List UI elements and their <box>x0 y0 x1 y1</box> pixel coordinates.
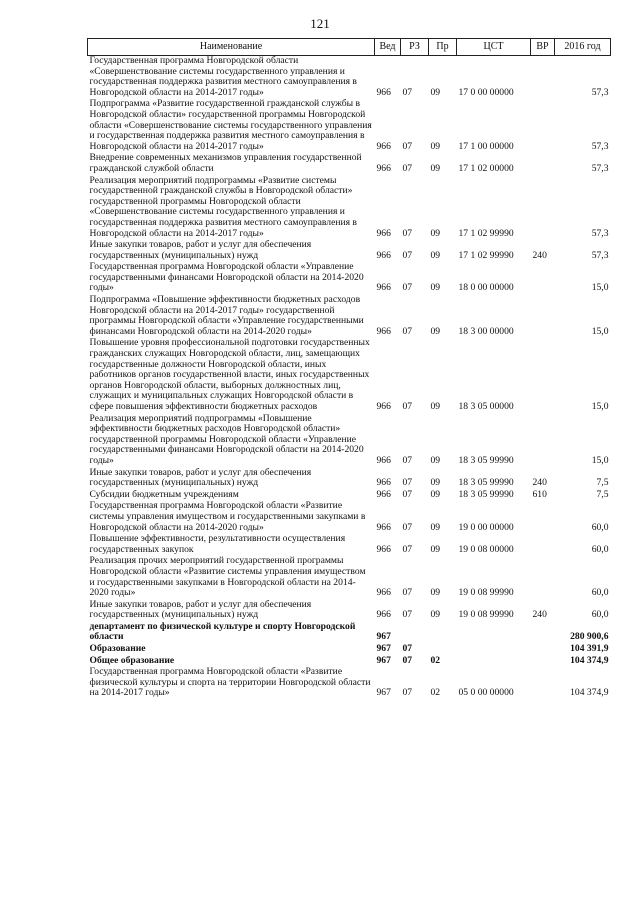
row-pr: 02 <box>430 687 441 699</box>
row-pr: 09 <box>430 162 441 174</box>
row-amount: 57,3 <box>591 162 609 174</box>
table-row <box>88 534 611 556</box>
row-amount: 104 374,9 <box>570 687 609 699</box>
row-name: Субсидии бюджетным учреждениям <box>89 488 239 500</box>
row-pr: 09 <box>430 282 441 294</box>
row-ved: 966 <box>376 609 391 621</box>
row-amount: 15,0 <box>591 454 609 466</box>
row-ved: 966 <box>376 282 391 294</box>
table-row <box>88 176 611 241</box>
table-row <box>88 556 611 599</box>
row-name: Государственная программа Новгородской области «Управление государственными финансами Новгородской области на 2014-2020 годы» <box>89 261 364 294</box>
row-rz: 07 <box>402 227 413 239</box>
row-name: Образование <box>89 643 146 655</box>
row-cst <box>457 656 531 668</box>
row-ved: 966 <box>376 162 391 174</box>
table-row <box>88 600 611 622</box>
row-pr: 09 <box>430 401 441 412</box>
row-amount: 104 391,9 <box>570 643 609 655</box>
table-body <box>88 56 611 701</box>
row-rz: 07 <box>402 609 413 621</box>
row-cst: 18 3 05 99990 <box>458 488 514 500</box>
table-row <box>88 501 611 534</box>
row-rz: 07 <box>402 454 413 466</box>
row-ved: 967 <box>376 687 391 699</box>
row-vr <box>531 622 555 644</box>
row-vr <box>531 534 555 556</box>
row-pr: 09 <box>430 488 441 500</box>
row-name: Внедрение современных механизмов управления государственной гражданской службой области <box>89 152 362 174</box>
row-rz: 07 <box>402 249 413 261</box>
row-ved: 966 <box>376 325 391 337</box>
row-vr: 240 <box>532 249 547 261</box>
row-rz: 07 <box>402 654 413 666</box>
row-name: Общее образование <box>89 654 175 666</box>
row-pr: 09 <box>430 477 441 489</box>
row-vr <box>531 656 555 668</box>
row-ved: 966 <box>376 477 391 489</box>
row-pr: 09 <box>430 227 441 239</box>
row-rz: 07 <box>402 543 413 555</box>
row-name: Государственная программа Новгородской области «Развитие системы управления имуществом и государственными закупками в Новгородской области на 2014-2020 годы» <box>89 500 366 533</box>
row-amount: 15,0 <box>591 325 609 337</box>
row-name: департамент по физической культуре и спорту Новгородской области <box>89 620 356 643</box>
row-pr <box>429 622 457 644</box>
row-pr: 09 <box>430 249 441 261</box>
table-row <box>88 622 611 644</box>
row-cst: 19 0 08 99990 <box>458 609 514 621</box>
row-vr <box>531 338 555 413</box>
row-amount: 15,0 <box>591 282 609 294</box>
row-pr: 09 <box>430 521 441 533</box>
row-amount: 60,0 <box>591 521 609 533</box>
row-cst: 18 3 05 99990 <box>458 477 514 489</box>
row-amount: 104 374,9 <box>570 654 609 666</box>
row-vr <box>531 501 555 534</box>
row-ved: 966 <box>376 488 391 500</box>
row-amount: 15,0 <box>591 401 609 412</box>
row-pr: 09 <box>430 140 441 152</box>
table-header-row <box>88 39 611 56</box>
table-row <box>88 414 611 468</box>
row-name: Иные закупки товаров, работ и услуг для обеспечения государственных (муниципальных) нужд <box>89 466 312 489</box>
row-cst: 05 0 00 00000 <box>458 687 514 699</box>
row-rz: 07 <box>402 488 413 500</box>
header-rz: РЗ <box>401 39 429 56</box>
row-cst: 18 3 05 00000 <box>458 401 514 412</box>
row-pr: 09 <box>430 609 441 621</box>
table-row <box>88 468 611 490</box>
row-ved: 966 <box>376 401 391 412</box>
header-ved: Вед <box>375 39 401 56</box>
row-name: Подпрограмма «Повышение эффективности бюджетных расходов Новгородской области на 2014-2017 годы» государственной программы Новгородской области «Управление государственными финансами Новгородской области на 2014-2020 годы» <box>89 294 364 337</box>
budget-table <box>87 38 611 700</box>
row-rz: 07 <box>402 687 413 699</box>
row-ved: 966 <box>376 140 391 152</box>
row-name: Реализация мероприятий подпрограммы «Повышение эффективности бюджетных расходов Новгородской области» государственной программы Новгородской области «Управление государственными финансами Новгородской области на 2014-2020 годы» <box>89 412 364 466</box>
row-rz: 07 <box>402 162 413 174</box>
row-pr <box>429 644 457 656</box>
row-rz: 07 <box>402 477 413 489</box>
row-name: Иные закупки товаров, работ и услуг для обеспечения государственных (муниципальных) нужд <box>89 239 312 261</box>
row-name: Повышение эффективности, результативности осуществления государственных закупок <box>89 533 346 555</box>
row-ved: 966 <box>376 249 391 261</box>
row-ved: 966 <box>376 543 391 555</box>
row-cst: 18 3 05 99990 <box>458 454 514 466</box>
row-pr: 09 <box>430 325 441 337</box>
row-cst: 17 1 02 00000 <box>458 162 514 174</box>
row-amount: 60,0 <box>591 587 609 599</box>
row-name: Иные закупки товаров, работ и услуг для обеспечения государственных (муниципальных) нужд <box>89 598 312 621</box>
row-ved: 966 <box>376 521 391 533</box>
table-row <box>88 56 611 100</box>
row-rz <box>401 622 429 644</box>
row-pr: 09 <box>430 587 441 599</box>
row-pr: 02 <box>430 654 441 666</box>
table-row <box>88 262 611 295</box>
row-cst: 17 1 02 99990 <box>458 249 514 261</box>
header-vr: ВР <box>531 39 555 56</box>
row-cst: 18 3 00 00000 <box>458 325 514 337</box>
row-ved: 966 <box>376 227 391 239</box>
row-rz: 07 <box>402 86 413 98</box>
row-vr <box>531 262 555 295</box>
row-cst <box>457 622 531 644</box>
header-cst: ЦСТ <box>457 39 531 56</box>
row-vr <box>531 176 555 241</box>
table-row <box>88 240 611 262</box>
table-row <box>88 153 611 175</box>
row-rz: 07 <box>402 325 413 337</box>
table-row <box>88 338 611 413</box>
row-cst: 18 0 00 00000 <box>458 282 514 294</box>
row-vr: 240 <box>532 609 547 621</box>
row-vr: 240 <box>532 477 547 489</box>
row-amount: 60,0 <box>591 609 609 621</box>
row-vr <box>531 295 555 338</box>
row-name: Подпрограмма «Развитие государственной гражданской службы в Новгородской области» государственной программы Новгородской области «Совершенствование системы государственного управления и государственная поддержка развития местного самоуправления в Новгородской области на 2014-2017 годы» <box>89 98 372 152</box>
row-amount: 280 900,6 <box>570 631 609 643</box>
row-vr <box>531 667 555 700</box>
row-cst: 19 0 00 00000 <box>458 521 514 533</box>
row-cst: 19 0 08 00000 <box>458 543 514 555</box>
row-rz: 07 <box>402 401 413 412</box>
row-name: Государственная программа Новгородской области «Совершенствование системы государственного управления и государственная поддержка развития местного самоуправления в Новгородской области на 2014-2017 годы» <box>89 55 357 98</box>
row-vr <box>531 56 555 100</box>
table-row <box>88 644 611 656</box>
row-vr: 610 <box>532 488 547 500</box>
table-row <box>88 667 611 700</box>
row-rz: 07 <box>402 587 413 599</box>
row-rz: 07 <box>402 140 413 152</box>
row-amount: 7,5 <box>596 477 609 489</box>
row-amount: 57,3 <box>591 249 609 261</box>
page-number: 121 <box>310 16 330 31</box>
header-amount: 2016 год <box>555 39 611 56</box>
row-name: Реализация мероприятий подпрограммы «Развитие системы государственной гражданской службы в Новгородской области» государственной программы Новгородской области «Совершенствование системы государственного управления и государственная поддержка развития местного самоуправления в Новгородской области на 2014-2017 годы» <box>89 174 357 239</box>
row-name: Повышение уровня профессиональной подготовки государственных гражданских служащих Новгородской области, лиц, замещающих государственные должности Новгородской области, иных работников органов государственной власти, иных государственных органов Новгородской области, выборных должностных лиц, служащих и муниципальных служащих Новгородской области в сфере повышения эффективности бюджетных расходов <box>89 337 370 412</box>
row-cst: 17 1 00 00000 <box>458 140 514 152</box>
row-ved: 966 <box>376 587 391 599</box>
row-rz: 07 <box>402 282 413 294</box>
row-pr: 09 <box>430 543 441 555</box>
row-vr <box>531 414 555 468</box>
row-cst: 17 1 02 99990 <box>458 227 514 239</box>
header-pr: Пр <box>429 39 457 56</box>
row-amount: 57,3 <box>591 227 609 239</box>
row-amount: 7,5 <box>596 488 609 500</box>
row-pr: 09 <box>430 86 441 98</box>
row-cst <box>457 644 531 656</box>
row-ved: 966 <box>376 86 391 98</box>
row-amount: 60,0 <box>591 543 609 555</box>
table-row <box>88 99 611 153</box>
row-amount: 57,3 <box>591 86 609 98</box>
row-name: Реализация прочих мероприятий государственной программы Новгородской области «Развитие системы управления имуществом и государственными закупками в Новгородской области на 2014-2020 годы» <box>89 555 366 599</box>
row-ved: 966 <box>376 454 391 466</box>
row-amount: 57,3 <box>591 140 609 152</box>
row-rz: 07 <box>402 521 413 533</box>
row-name: Государственная программа Новгородской области «Развитие физической культуры и спорта на территории Новгородской области на 2014-2017 годы» <box>89 666 371 699</box>
table-row <box>88 295 611 338</box>
row-rz: 07 <box>402 643 413 655</box>
row-vr <box>531 556 555 599</box>
row-vr <box>531 644 555 656</box>
row-vr <box>531 153 555 175</box>
row-ved: 967 <box>376 643 391 655</box>
row-pr: 09 <box>430 454 441 466</box>
row-vr <box>531 99 555 153</box>
row-ved: 967 <box>376 654 391 666</box>
header-name: Наименование <box>88 39 375 56</box>
row-ved: 967 <box>376 631 391 643</box>
row-cst: 19 0 08 99990 <box>458 587 514 599</box>
row-cst: 17 0 00 00000 <box>458 86 514 98</box>
